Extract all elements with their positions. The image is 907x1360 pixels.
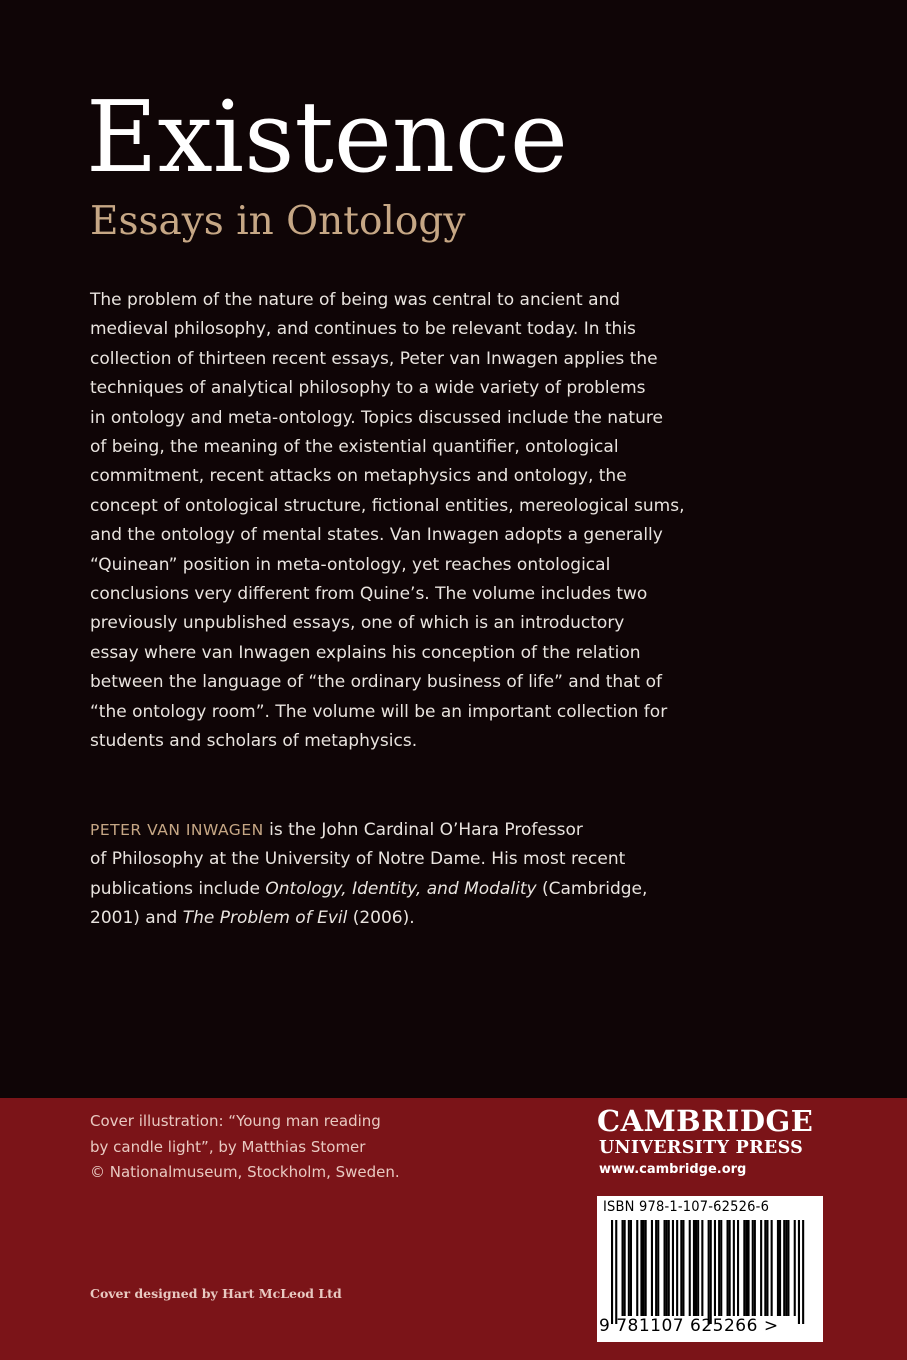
author-bio — [90, 816, 710, 934]
barcode-bar — [727, 1220, 729, 1316]
barcode-bar — [651, 1220, 653, 1316]
barcode-bar — [743, 1220, 745, 1316]
isbn-barcode — [597, 1196, 823, 1342]
barcode-bar — [645, 1220, 647, 1316]
barcode-bar — [733, 1220, 735, 1316]
cover-designer-credit: Cover designed by Hart McLeod Ltd — [90, 1286, 342, 1301]
barcode-bar — [668, 1220, 670, 1316]
barcode-bar — [718, 1220, 720, 1316]
barcode-bar — [664, 1220, 666, 1316]
barcode-bar — [693, 1220, 695, 1316]
barcode-bar — [611, 1220, 613, 1324]
description-line: commitment, recent attacks on metaphysics and ontology, the — [90, 466, 627, 487]
barcode-bar — [748, 1220, 750, 1316]
book-subtitle: Essays in Ontology — [90, 199, 466, 244]
description-line: “Quinean” position in meta-ontology, yet reaches ontological — [90, 554, 611, 575]
barcode-bar — [672, 1220, 674, 1316]
barcode-bar — [630, 1220, 632, 1316]
bio-line — [90, 904, 710, 933]
bio-line — [90, 875, 710, 904]
barcode-bar — [764, 1220, 766, 1316]
credit-line: © Nationalmuseum, Stockholm, Sweden. — [90, 1163, 400, 1181]
barcode-bar — [682, 1220, 684, 1316]
barcode-bar — [643, 1220, 645, 1316]
barcode-bar — [729, 1220, 731, 1316]
description-line: and the ontology of mental states. Van Inwagen adopts a generally — [90, 525, 663, 546]
barcode-bar — [624, 1220, 626, 1316]
author-name: PETER VAN INWAGEN — [90, 821, 264, 839]
bio-text: publications include — [90, 878, 266, 899]
description-line: concept of ontological structure, fictional entities, mereological sums, — [90, 495, 685, 516]
barcode-bar — [657, 1220, 659, 1316]
barcode-bar — [710, 1220, 712, 1324]
barcode-bar — [785, 1220, 787, 1316]
description-line: collection of thirteen recent essays, Peter van Inwagen applies the — [90, 348, 658, 369]
description-line: techniques of analytical philosophy to a wide variety of problems — [90, 378, 646, 399]
barcode-bar — [666, 1220, 668, 1316]
publisher-url: www.cambridge.org — [599, 1162, 747, 1177]
publisher-name: CAMBRIDGE — [597, 1104, 814, 1138]
barcode-bar — [794, 1220, 796, 1316]
bio-text: (Cambridge, — [536, 878, 648, 899]
barcode-bar — [720, 1220, 722, 1316]
barcode-bar — [714, 1220, 716, 1316]
barcode-bar — [628, 1220, 630, 1316]
barcode-bar — [783, 1220, 785, 1316]
barcode-bar — [787, 1220, 789, 1316]
bio-line: of Philosophy at the University of Notre Dame. His most recent — [90, 849, 626, 870]
barcode-bar — [622, 1220, 624, 1316]
barcode-bar — [779, 1220, 781, 1316]
description-line: previously unpublished essays, one of which is an introductory — [90, 613, 625, 634]
book-description — [90, 286, 710, 757]
barcode-bar — [802, 1220, 804, 1324]
barcode-bar — [760, 1220, 762, 1316]
description-line: conclusions very different from Quine’s. The volume includes two — [90, 584, 648, 605]
barcode-bar — [680, 1220, 682, 1316]
barcode-bar — [798, 1220, 800, 1324]
credit-line: Cover illustration: “Young man reading — [90, 1112, 381, 1130]
barcode-bar — [745, 1220, 747, 1316]
barcode-bar — [640, 1220, 642, 1316]
book-reference: Ontology, Identity, and Modality — [265, 878, 537, 899]
description-line: The problem of the nature of being was central to ancient and — [90, 290, 621, 310]
isbn-label: ISBN 978-1-107-62526-6 — [603, 1199, 770, 1215]
barcode-digits: 9 781107 625266 > — [599, 1316, 779, 1336]
book-reference: The Problem of Evil — [182, 908, 348, 929]
barcode-bar — [766, 1220, 768, 1316]
cover-illustration-credit — [90, 1109, 400, 1186]
barcode-bar — [636, 1220, 638, 1316]
description-line: between the language of “the ordinary business of life” and that of — [90, 672, 663, 693]
barcode-bar — [752, 1220, 754, 1316]
credit-line: by candle light”, by Matthias Stomer — [90, 1137, 366, 1156]
barcode-bar — [655, 1220, 657, 1316]
description-line: students and scholars of metaphysics. — [90, 731, 418, 752]
barcode-bar — [697, 1220, 699, 1316]
barcode-bar — [754, 1220, 756, 1316]
barcode-bar — [689, 1220, 691, 1316]
description-line: essay where van Inwagen explains his conception of the relation — [90, 642, 641, 663]
barcode-bar — [771, 1220, 773, 1316]
publisher-logo — [597, 1104, 827, 1182]
barcode-bar — [737, 1220, 739, 1316]
barcode-bar — [615, 1220, 617, 1324]
barcode-bar — [701, 1220, 703, 1316]
description-line: in ontology and meta-ontology. Topics discussed include the nature — [90, 407, 663, 428]
description-line: medieval philosophy, and continues to be relevant today. In this — [90, 319, 636, 340]
barcode-bar — [708, 1220, 710, 1324]
barcode-bar — [695, 1220, 697, 1316]
bio-text: 2001) and — [90, 908, 183, 929]
book-title: Existence — [86, 81, 568, 195]
description-line: of being, the meaning of the existential quantifier, ontological — [90, 437, 619, 458]
bio-text: (2006). — [347, 908, 415, 929]
description-line: “the ontology room”. The volume will be an important collection for — [90, 701, 668, 722]
barcode-bar — [676, 1220, 678, 1316]
bio-text: is the John Cardinal O’Hara Professor — [263, 820, 583, 840]
bio-line — [90, 816, 710, 845]
barcode-bar — [777, 1220, 779, 1316]
publisher-subname: UNIVERSITY PRESS — [599, 1138, 804, 1158]
